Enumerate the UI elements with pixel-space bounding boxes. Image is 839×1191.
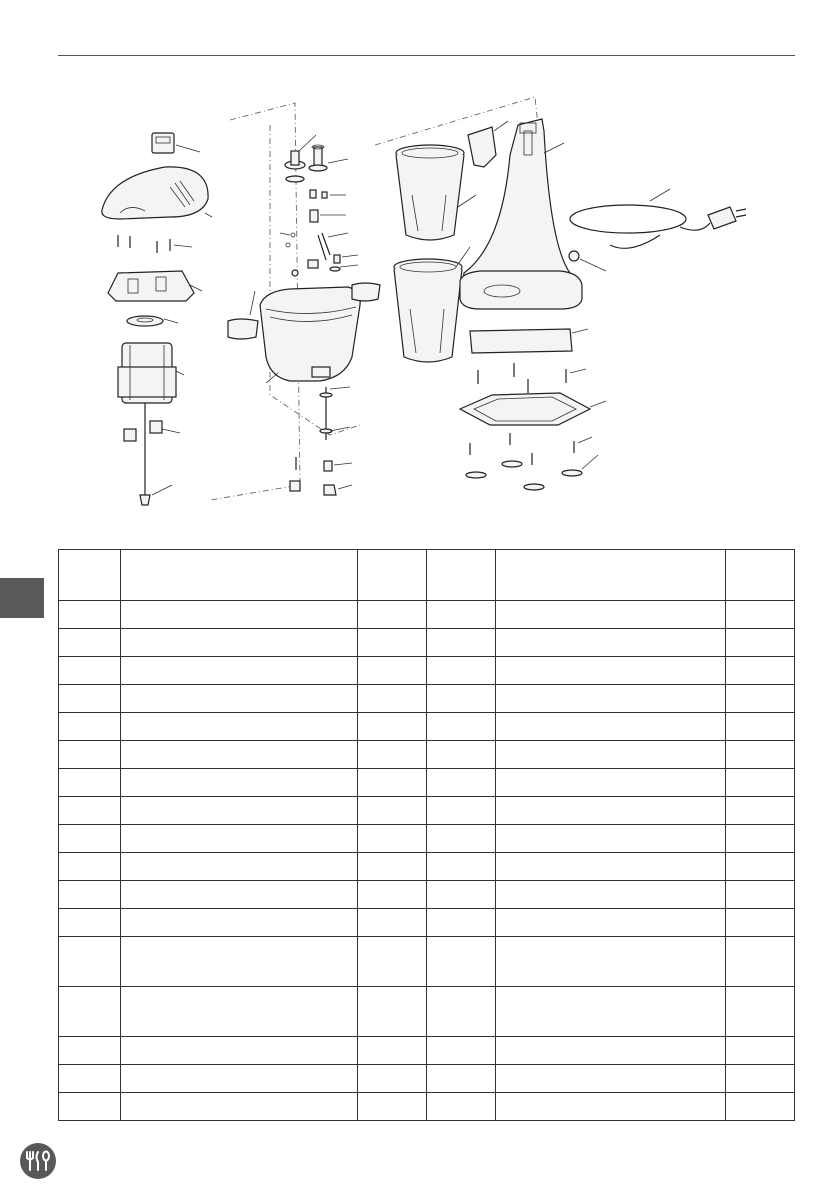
table-row (59, 1093, 795, 1121)
feet-part (466, 433, 598, 490)
lid-part (468, 121, 508, 167)
table-row (59, 1065, 795, 1093)
fork-knife-spoon-icon (20, 1143, 56, 1179)
table-row (59, 937, 795, 987)
base-plate-part (470, 329, 588, 393)
switch-part (152, 133, 200, 153)
table-row (59, 769, 795, 797)
gear-part (127, 316, 178, 326)
table-row (59, 657, 795, 685)
coupling-part (285, 135, 348, 182)
cup-lower-part (394, 247, 470, 362)
brushes-part (124, 421, 180, 441)
screws-part (118, 235, 192, 253)
motor-part (118, 343, 184, 495)
top-cover-part (102, 167, 212, 219)
bowl-part (228, 283, 380, 383)
motor-bracket-part (108, 271, 202, 301)
cup-upper-part (396, 145, 476, 240)
table-header-row (59, 550, 795, 601)
table-row (59, 987, 795, 1037)
small-parts (280, 190, 358, 276)
parts-table (58, 549, 795, 1121)
top-rule (58, 55, 795, 56)
table-row (59, 629, 795, 657)
table-row (59, 601, 795, 629)
table-row (59, 909, 795, 937)
table-row (59, 741, 795, 769)
power-cord-part (569, 189, 746, 271)
table-row (59, 853, 795, 881)
table-row (59, 797, 795, 825)
section-tab (0, 578, 44, 618)
table-row (59, 1037, 795, 1065)
base-gasket-part (460, 393, 606, 425)
table-row (59, 713, 795, 741)
table-row (59, 881, 795, 909)
table-row (59, 685, 795, 713)
table-row (59, 825, 795, 853)
exploded-parts-diagram (90, 95, 790, 515)
